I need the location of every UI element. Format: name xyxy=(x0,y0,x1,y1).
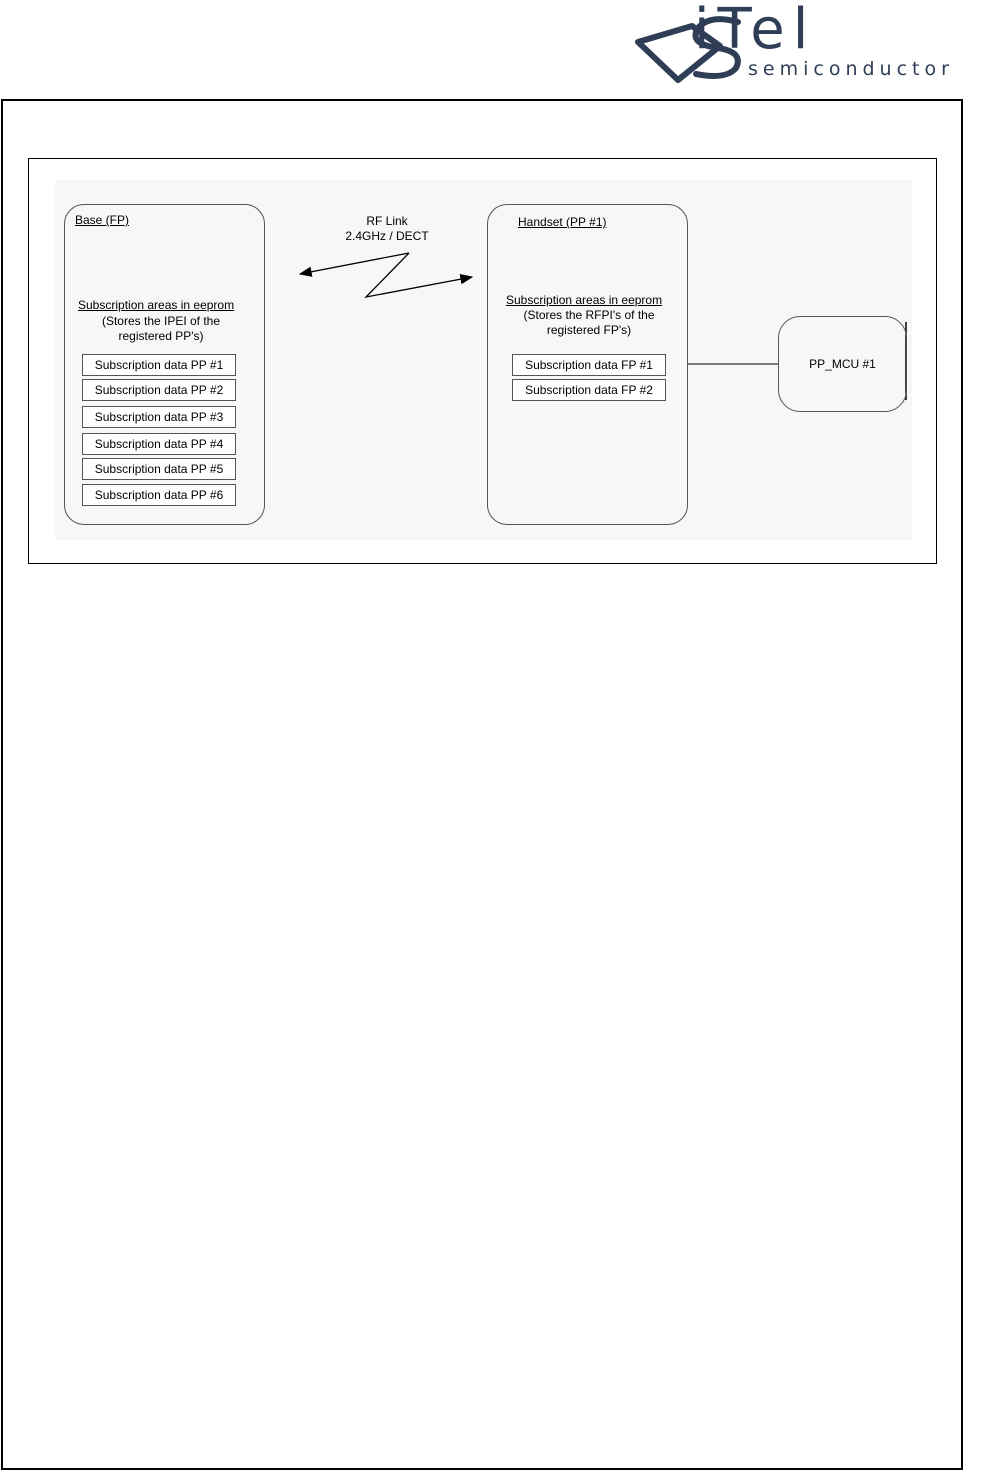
rf-link-label: RF Link xyxy=(366,214,408,228)
base-subscription-slot: Subscription data PP #5 xyxy=(82,458,236,480)
base-eeprom-heading: Subscription areas in eeprom xyxy=(78,298,235,312)
rf-link-arrow xyxy=(366,253,472,297)
base-subscription-slot: Subscription data PP #3 xyxy=(82,406,236,428)
base-eeprom-desc-2: registered PP's) xyxy=(118,329,204,343)
base-eeprom-desc-1: (Stores the IPEI of the xyxy=(101,314,221,328)
handset-subscription-slot: Subscription data FP #2 xyxy=(512,379,666,401)
logo-subtitle: semiconductor xyxy=(748,58,954,80)
handset-eeprom-heading: Subscription areas in eeprom xyxy=(506,293,663,307)
logo-wordmark: iTel xyxy=(694,0,817,62)
rf-link-arrow-back xyxy=(300,253,409,274)
base-subscription-slot: Subscription data PP #6 xyxy=(82,484,236,506)
pp-mcu-label: PP_MCU #1 xyxy=(809,357,876,371)
rf-link-band: 2.4GHz / DECT xyxy=(345,229,429,243)
base-subscription-slot: Subscription data PP #2 xyxy=(82,379,236,401)
base-subscription-slot: Subscription data PP #4 xyxy=(82,433,236,455)
handset-subscription-slot: Subscription data FP #1 xyxy=(512,354,666,376)
handset-title: Handset (PP #1) xyxy=(518,215,607,229)
handset-eeprom-desc-1: (Stores the RFPI's of the xyxy=(523,308,655,322)
base-subscription-slot: Subscription data PP #1 xyxy=(82,354,236,376)
base-title: Base (FP) xyxy=(75,213,130,227)
handset-eeprom-desc-2: registered FP's) xyxy=(546,323,632,337)
